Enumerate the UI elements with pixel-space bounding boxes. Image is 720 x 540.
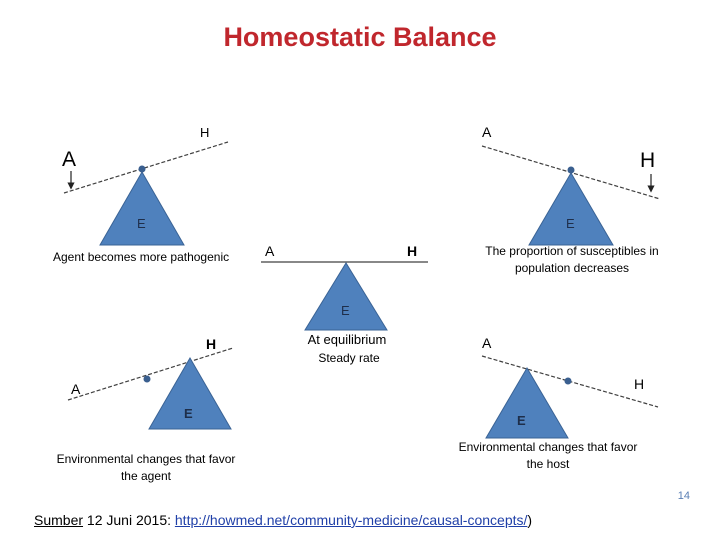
environment-label: E bbox=[566, 216, 575, 231]
agent-label: A bbox=[62, 148, 77, 171]
agent-label: A bbox=[482, 124, 492, 140]
host-label: H bbox=[206, 336, 217, 352]
environment-triangle bbox=[100, 172, 184, 245]
panel-caption-line-2: the agent bbox=[120, 469, 172, 483]
environment-label: E bbox=[184, 406, 193, 421]
environment-label: E bbox=[341, 303, 350, 318]
host-label: H bbox=[634, 376, 645, 392]
slide-number: 14 bbox=[677, 490, 690, 502]
source-citation bbox=[34, 512, 532, 528]
panel-caption-line-1: Environmental changes that favor bbox=[458, 440, 638, 454]
fulcrum-dot bbox=[144, 376, 151, 383]
panel-caption-line-1: At equilibrium bbox=[307, 332, 387, 347]
slide-title: Homeostatic Balance bbox=[223, 22, 497, 52]
panel-equilibrium bbox=[261, 243, 428, 365]
environment-label: E bbox=[137, 216, 146, 231]
source-suffix: ) bbox=[527, 512, 533, 528]
panel-favor-host bbox=[459, 335, 658, 471]
fulcrum-dot bbox=[565, 378, 572, 385]
environment-triangle bbox=[305, 263, 387, 330]
panel-susceptibles-decrease bbox=[482, 124, 660, 275]
environment-label: E bbox=[517, 413, 526, 428]
host-label: H bbox=[407, 243, 418, 259]
panel-caption-line-1: The proportion of susceptibles in bbox=[485, 244, 659, 258]
panel-caption: Agent becomes more pathogenic bbox=[53, 250, 230, 264]
fulcrum-dot bbox=[139, 166, 146, 173]
source-date: 12 Juni 2015: bbox=[86, 512, 171, 528]
host-label: H bbox=[640, 149, 656, 172]
agent-label: A bbox=[265, 243, 275, 259]
environment-triangle bbox=[529, 173, 613, 245]
panel-caption-line-2: the host bbox=[526, 457, 570, 471]
source-link[interactable]: http://howmed.net/community-medicine/causal-concepts/ bbox=[174, 512, 528, 528]
agent-label: A bbox=[482, 335, 492, 351]
environment-triangle bbox=[486, 368, 568, 438]
panel-favor-agent bbox=[57, 336, 236, 483]
fulcrum-dot bbox=[568, 167, 575, 174]
host-label: H bbox=[200, 125, 210, 140]
source-prefix: Sumber bbox=[34, 512, 84, 528]
panel-caption-line-2: population decreases bbox=[514, 261, 630, 275]
agent-label: A bbox=[71, 381, 81, 397]
panel-agent-pathogenic bbox=[53, 125, 229, 264]
panel-caption-line-1: Environmental changes that favor bbox=[56, 452, 236, 466]
panel-caption-line-2: Steady rate bbox=[318, 351, 380, 365]
